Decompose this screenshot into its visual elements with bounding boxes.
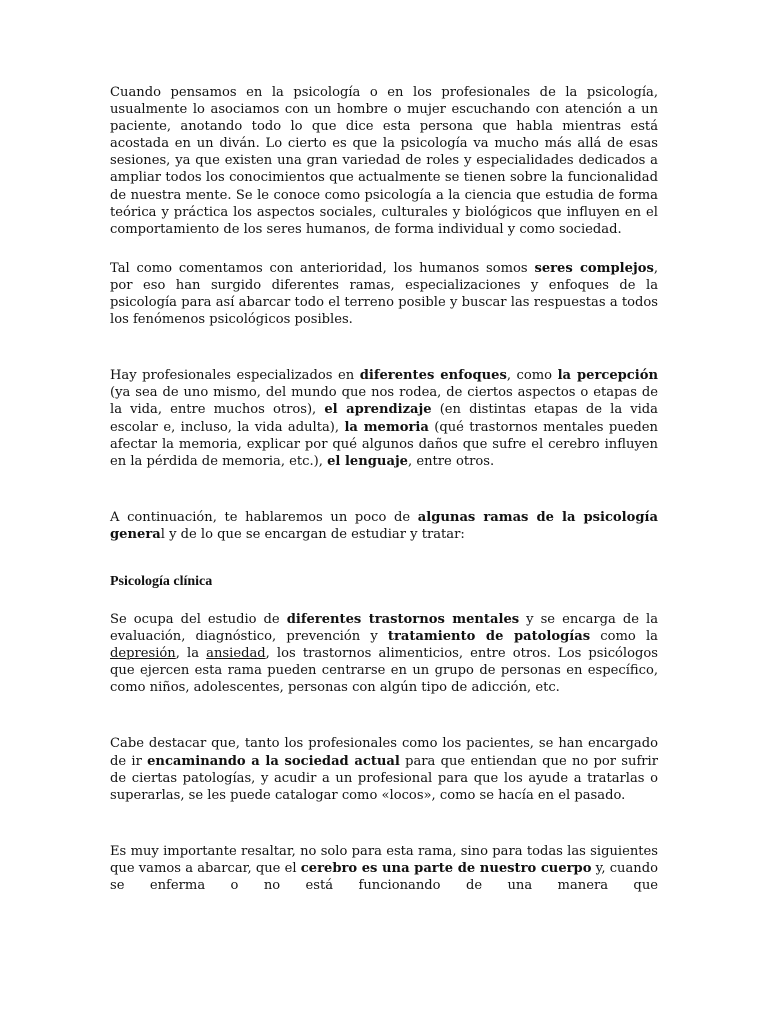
bold-run: la memoria [344,419,429,435]
text-run: (en distintas etapas de la vida escolar e, incluso, la vida adulta), [110,402,658,435]
bold-run: seres complejos [534,260,654,276]
bold-run: el lenguaje [327,453,409,469]
section-heading-clinical: Psicología clínica [110,573,213,589]
text-run: Es muy importante resaltar, no solo para esta rama, sino para todas las siguientes que vamos a abarcar, que el [110,843,658,876]
bold-run: diferentes trastornos mentales [286,611,520,627]
text-run: , los trastornos alimenticios, entre otros. Los psicólogos que ejercen esta rama pueden centrarse en un grupo de personas en específico, como niños, adolescentes, personas con algún tipo de adicción, etc. [110,646,658,696]
text-run: , como [506,368,558,384]
paragraph-complex-humans [110,260,658,328]
text-run: Tal como comentamos con anterioridad, los humanos somos [110,260,535,276]
text-run: (qué trastornos mentales pueden afectar la memoria, explicar por qué algunos daños que sufre el cerebro influyen en la pérdida de memoria, etc.), [110,419,658,469]
bold-run: diferentes enfoques [359,368,507,384]
text-run: y, cuando se enferma o no está funcionando de una manera que [110,860,658,893]
paragraph-branches-intro [110,509,658,543]
paragraph-approaches [110,367,658,470]
link-depresion[interactable]: depresión [110,646,176,662]
text-run: , entre otros. [408,453,495,469]
paragraph-stigma [110,735,658,803]
text-run: , por eso han surgido diferentes ramas, especializaciones y enfoques de la psicología para así abarcar todo el terreno posible y buscar las respuestas a todos los fenómenos psicológicos posibles. [110,260,658,328]
paragraph-intro [110,84,658,238]
bold-run: algunas ramas de la psicología genera [110,509,658,542]
text-run: Hay profesionales especializados en [110,368,360,384]
text-run: Cuando pensamos en la psicología o en los profesionales de la psicología, usualmente lo asociamos con un hombre o mujer escuchando con atención a un paciente, anotando todo lo que dice esta persona que habla mientras está acostada en un diván. Lo cierto es que la psicología va mucho más allá de esas sesiones, ya que existen una gran variedad de roles y especialidades dedicados a ampliar todos los conocimientos que actualmente se tienen sobre la funcionalidad de nuestra mente. Se le conoce como psicología a la ciencia que estudia de forma teórica y práctica los aspectos sociales, culturales y biológicos que influyen en el comportamiento de los seres humanos, de forma individual y como sociedad. [110,85,658,237]
text-run: A continuación, te hablaremos un poco de [110,509,418,525]
link-ansiedad[interactable]: ansiedad [206,646,266,662]
bold-run: tratamiento de patologías [387,629,591,645]
text-run: (ya sea de uno mismo, del mundo que nos rodea, de ciertos aspectos o etapas de la vida, entre muchos otros), [110,385,658,418]
bold-run: encaminando a la sociedad actual [147,753,400,769]
text-run: , la [175,646,207,662]
text-run: l y de lo que se encargan de estudiar y tratar: [160,526,465,542]
bold-run: cerebro es una parte de nuestro cuerpo [300,860,592,876]
paragraph-brain-body [110,843,658,894]
text-run: Se ocupa del estudio de [110,611,287,627]
paragraph-clinical-scope [110,611,658,696]
text-run: para que entiendan que no por sufrir de ciertas patologías, y acudir a un profesional para que los ayude a tratarlas o superarlas, se les puede catalogar como «locos», como se hacía en el pasado. [110,753,659,803]
bold-run: la percepción [557,368,659,384]
text-run: como la [590,629,658,645]
document-page [110,84,658,894]
bold-run: el aprendizaje [324,402,432,418]
text-run: Cabe destacar que, tanto los profesionales como los pacientes, se han encargado de ir [110,736,658,769]
text-run: y se encarga de la evaluación, diagnóstico, prevención y [110,611,658,645]
